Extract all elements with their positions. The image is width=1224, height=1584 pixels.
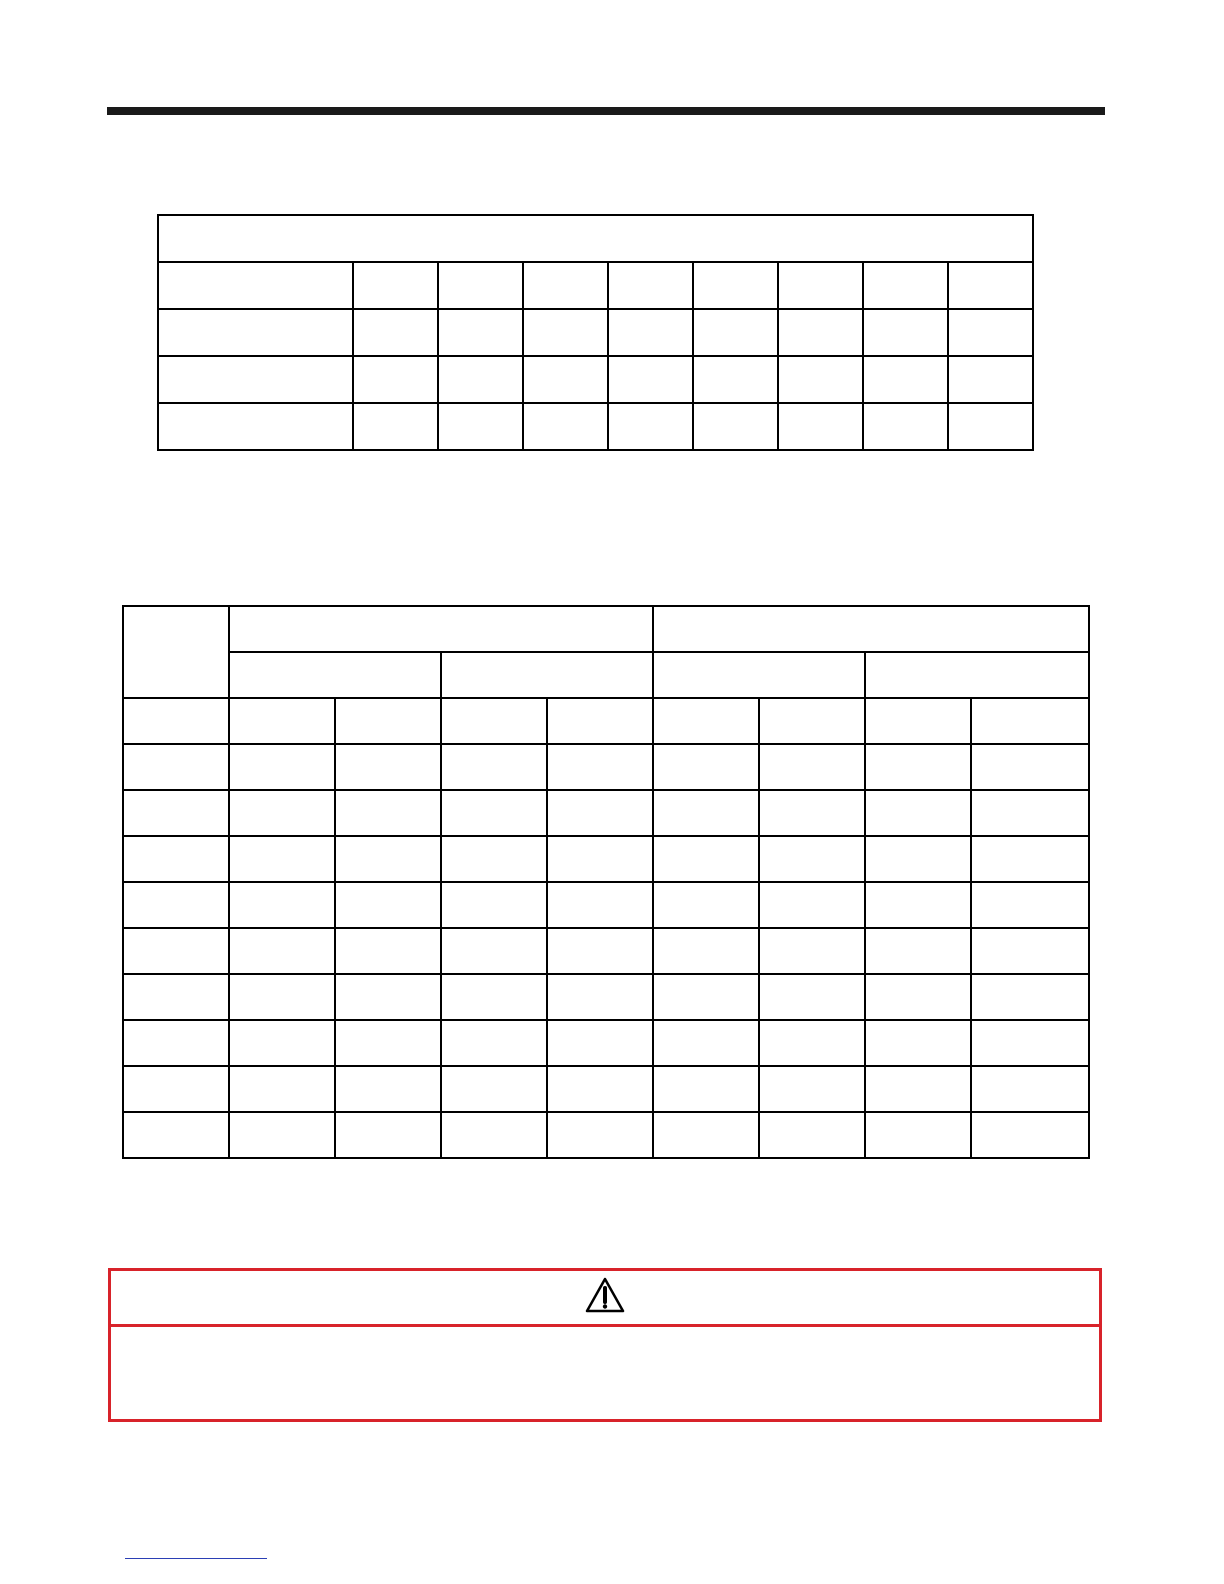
caution-box (108, 1268, 1102, 1422)
table-cell (653, 790, 759, 836)
table-cell (608, 403, 693, 450)
table-cell (229, 1066, 335, 1112)
table-cell (335, 790, 441, 836)
table-cell (441, 790, 547, 836)
table-cell (653, 698, 759, 744)
table-cell (865, 744, 971, 790)
table-cell (653, 882, 759, 928)
table-cell (693, 309, 778, 356)
table-cell (441, 1020, 547, 1066)
table-cell (438, 309, 523, 356)
table-cell (653, 974, 759, 1020)
sub-header-cell (441, 652, 653, 698)
table-cell (441, 698, 547, 744)
table-cell (971, 928, 1089, 974)
table-cell (948, 403, 1033, 450)
table-row (123, 1112, 1089, 1158)
table-cell (547, 698, 653, 744)
table-row (123, 744, 1089, 790)
table-cell (865, 1112, 971, 1158)
table-cell (865, 882, 971, 928)
row-label-cell (123, 1066, 229, 1112)
table-cell (865, 1066, 971, 1112)
table-cell (865, 928, 971, 974)
group-header-cell (229, 606, 653, 652)
table-row (123, 1020, 1089, 1066)
table-cell (971, 836, 1089, 882)
sub-header-cell (653, 652, 865, 698)
row-label-cell (158, 262, 353, 309)
table-cell (229, 882, 335, 928)
table-cell (335, 698, 441, 744)
table-cell (335, 1112, 441, 1158)
table-row (123, 836, 1089, 882)
table-cell (523, 403, 608, 450)
table-row (158, 262, 1033, 309)
table-row (123, 882, 1089, 928)
table-cell (441, 744, 547, 790)
table-cell (441, 882, 547, 928)
row-label-cell (123, 790, 229, 836)
table-cell (863, 403, 948, 450)
table-cell (778, 403, 863, 450)
table-cell (229, 744, 335, 790)
table-cell (653, 928, 759, 974)
table-cell (778, 262, 863, 309)
row-label-cell (158, 309, 353, 356)
table-cell (438, 356, 523, 403)
table-cell (653, 1112, 759, 1158)
table-cell (693, 403, 778, 450)
table-cell (759, 1112, 865, 1158)
table-cell (335, 1066, 441, 1112)
table-cell (608, 262, 693, 309)
table-cell (759, 1020, 865, 1066)
table-cell (693, 356, 778, 403)
table-cell (759, 882, 865, 928)
caution-header (111, 1271, 1099, 1327)
warning-triangle-icon (584, 1276, 626, 1319)
table-cell (971, 1020, 1089, 1066)
table-cell (608, 309, 693, 356)
row-label-cell (158, 356, 353, 403)
table-cell (653, 836, 759, 882)
table-cell (229, 928, 335, 974)
table-cell (948, 309, 1033, 356)
row-label-cell (123, 1020, 229, 1066)
table-cell (971, 1066, 1089, 1112)
table-cell (547, 928, 653, 974)
table-cell (863, 309, 948, 356)
table-row (123, 928, 1089, 974)
table-row (158, 309, 1033, 356)
table-cell (948, 262, 1033, 309)
table-cell (971, 974, 1089, 1020)
table-cell (759, 790, 865, 836)
table-cell (653, 1020, 759, 1066)
table-cell (971, 790, 1089, 836)
table-cell (948, 356, 1033, 403)
table-cell (441, 1066, 547, 1112)
footer-link-underline (125, 1558, 267, 1559)
table-cell (523, 356, 608, 403)
row-label-cell (123, 836, 229, 882)
row-label-cell (123, 974, 229, 1020)
row-label-cell (123, 698, 229, 744)
row-label-cell (123, 882, 229, 928)
table-cell (353, 356, 438, 403)
table-cell (229, 974, 335, 1020)
table-cell (865, 698, 971, 744)
table-cell (653, 744, 759, 790)
table-cell (863, 356, 948, 403)
table-cell (759, 744, 865, 790)
table1-title (158, 215, 1033, 262)
table-cell (229, 836, 335, 882)
table-cell (335, 928, 441, 974)
table-cell (441, 928, 547, 974)
table-cell (229, 698, 335, 744)
table-row (123, 974, 1089, 1020)
table-cell (865, 790, 971, 836)
caution-body (111, 1327, 1099, 1419)
table-cell (547, 1112, 653, 1158)
table-cell (865, 836, 971, 882)
row-label-cell (123, 1112, 229, 1158)
spec-table-1 (157, 214, 1034, 451)
table-cell (335, 882, 441, 928)
table-row (158, 403, 1033, 450)
table-cell (608, 356, 693, 403)
table-cell (547, 1020, 653, 1066)
table-cell (441, 836, 547, 882)
table-cell (547, 882, 653, 928)
table-cell (759, 1066, 865, 1112)
table-cell (971, 1112, 1089, 1158)
table-cell (335, 974, 441, 1020)
table-cell (778, 356, 863, 403)
table-cell (438, 403, 523, 450)
table-cell (441, 974, 547, 1020)
table-cell (865, 1020, 971, 1066)
table-cell (441, 1112, 547, 1158)
table-row (158, 356, 1033, 403)
table-cell (971, 744, 1089, 790)
table-cell (547, 836, 653, 882)
sub-header-cell (229, 652, 441, 698)
table-cell (353, 262, 438, 309)
table1-title-row (158, 215, 1033, 262)
table-cell (523, 309, 608, 356)
table-cell (438, 262, 523, 309)
table2-corner-cell (123, 606, 229, 698)
table-cell (971, 698, 1089, 744)
table-cell (547, 1066, 653, 1112)
table-cell (335, 1020, 441, 1066)
sub-header-cell (865, 652, 1089, 698)
group-header-cell (653, 606, 1089, 652)
table-row (123, 698, 1089, 744)
table-cell (759, 836, 865, 882)
table-cell (865, 974, 971, 1020)
table-cell (335, 744, 441, 790)
row-label-cell (123, 928, 229, 974)
table-row (123, 1066, 1089, 1112)
row-label-cell (123, 744, 229, 790)
table-cell (335, 836, 441, 882)
table-cell (547, 790, 653, 836)
table-cell (353, 309, 438, 356)
table-cell (693, 262, 778, 309)
table-cell (759, 928, 865, 974)
table-cell (653, 1066, 759, 1112)
table-cell (547, 974, 653, 1020)
table2-sub-header-row (123, 652, 1089, 698)
table-cell (523, 262, 608, 309)
table-cell (971, 882, 1089, 928)
row-label-cell (158, 403, 353, 450)
table-cell (547, 744, 653, 790)
table-cell (863, 262, 948, 309)
table-cell (229, 1112, 335, 1158)
table-cell (229, 1020, 335, 1066)
table-row (123, 790, 1089, 836)
table-cell (229, 790, 335, 836)
table2-group-header-row (123, 606, 1089, 652)
spec-table-2 (122, 605, 1090, 1159)
header-rule (107, 107, 1105, 115)
table-cell (759, 698, 865, 744)
table-cell (759, 974, 865, 1020)
table-cell (353, 403, 438, 450)
table-cell (778, 309, 863, 356)
